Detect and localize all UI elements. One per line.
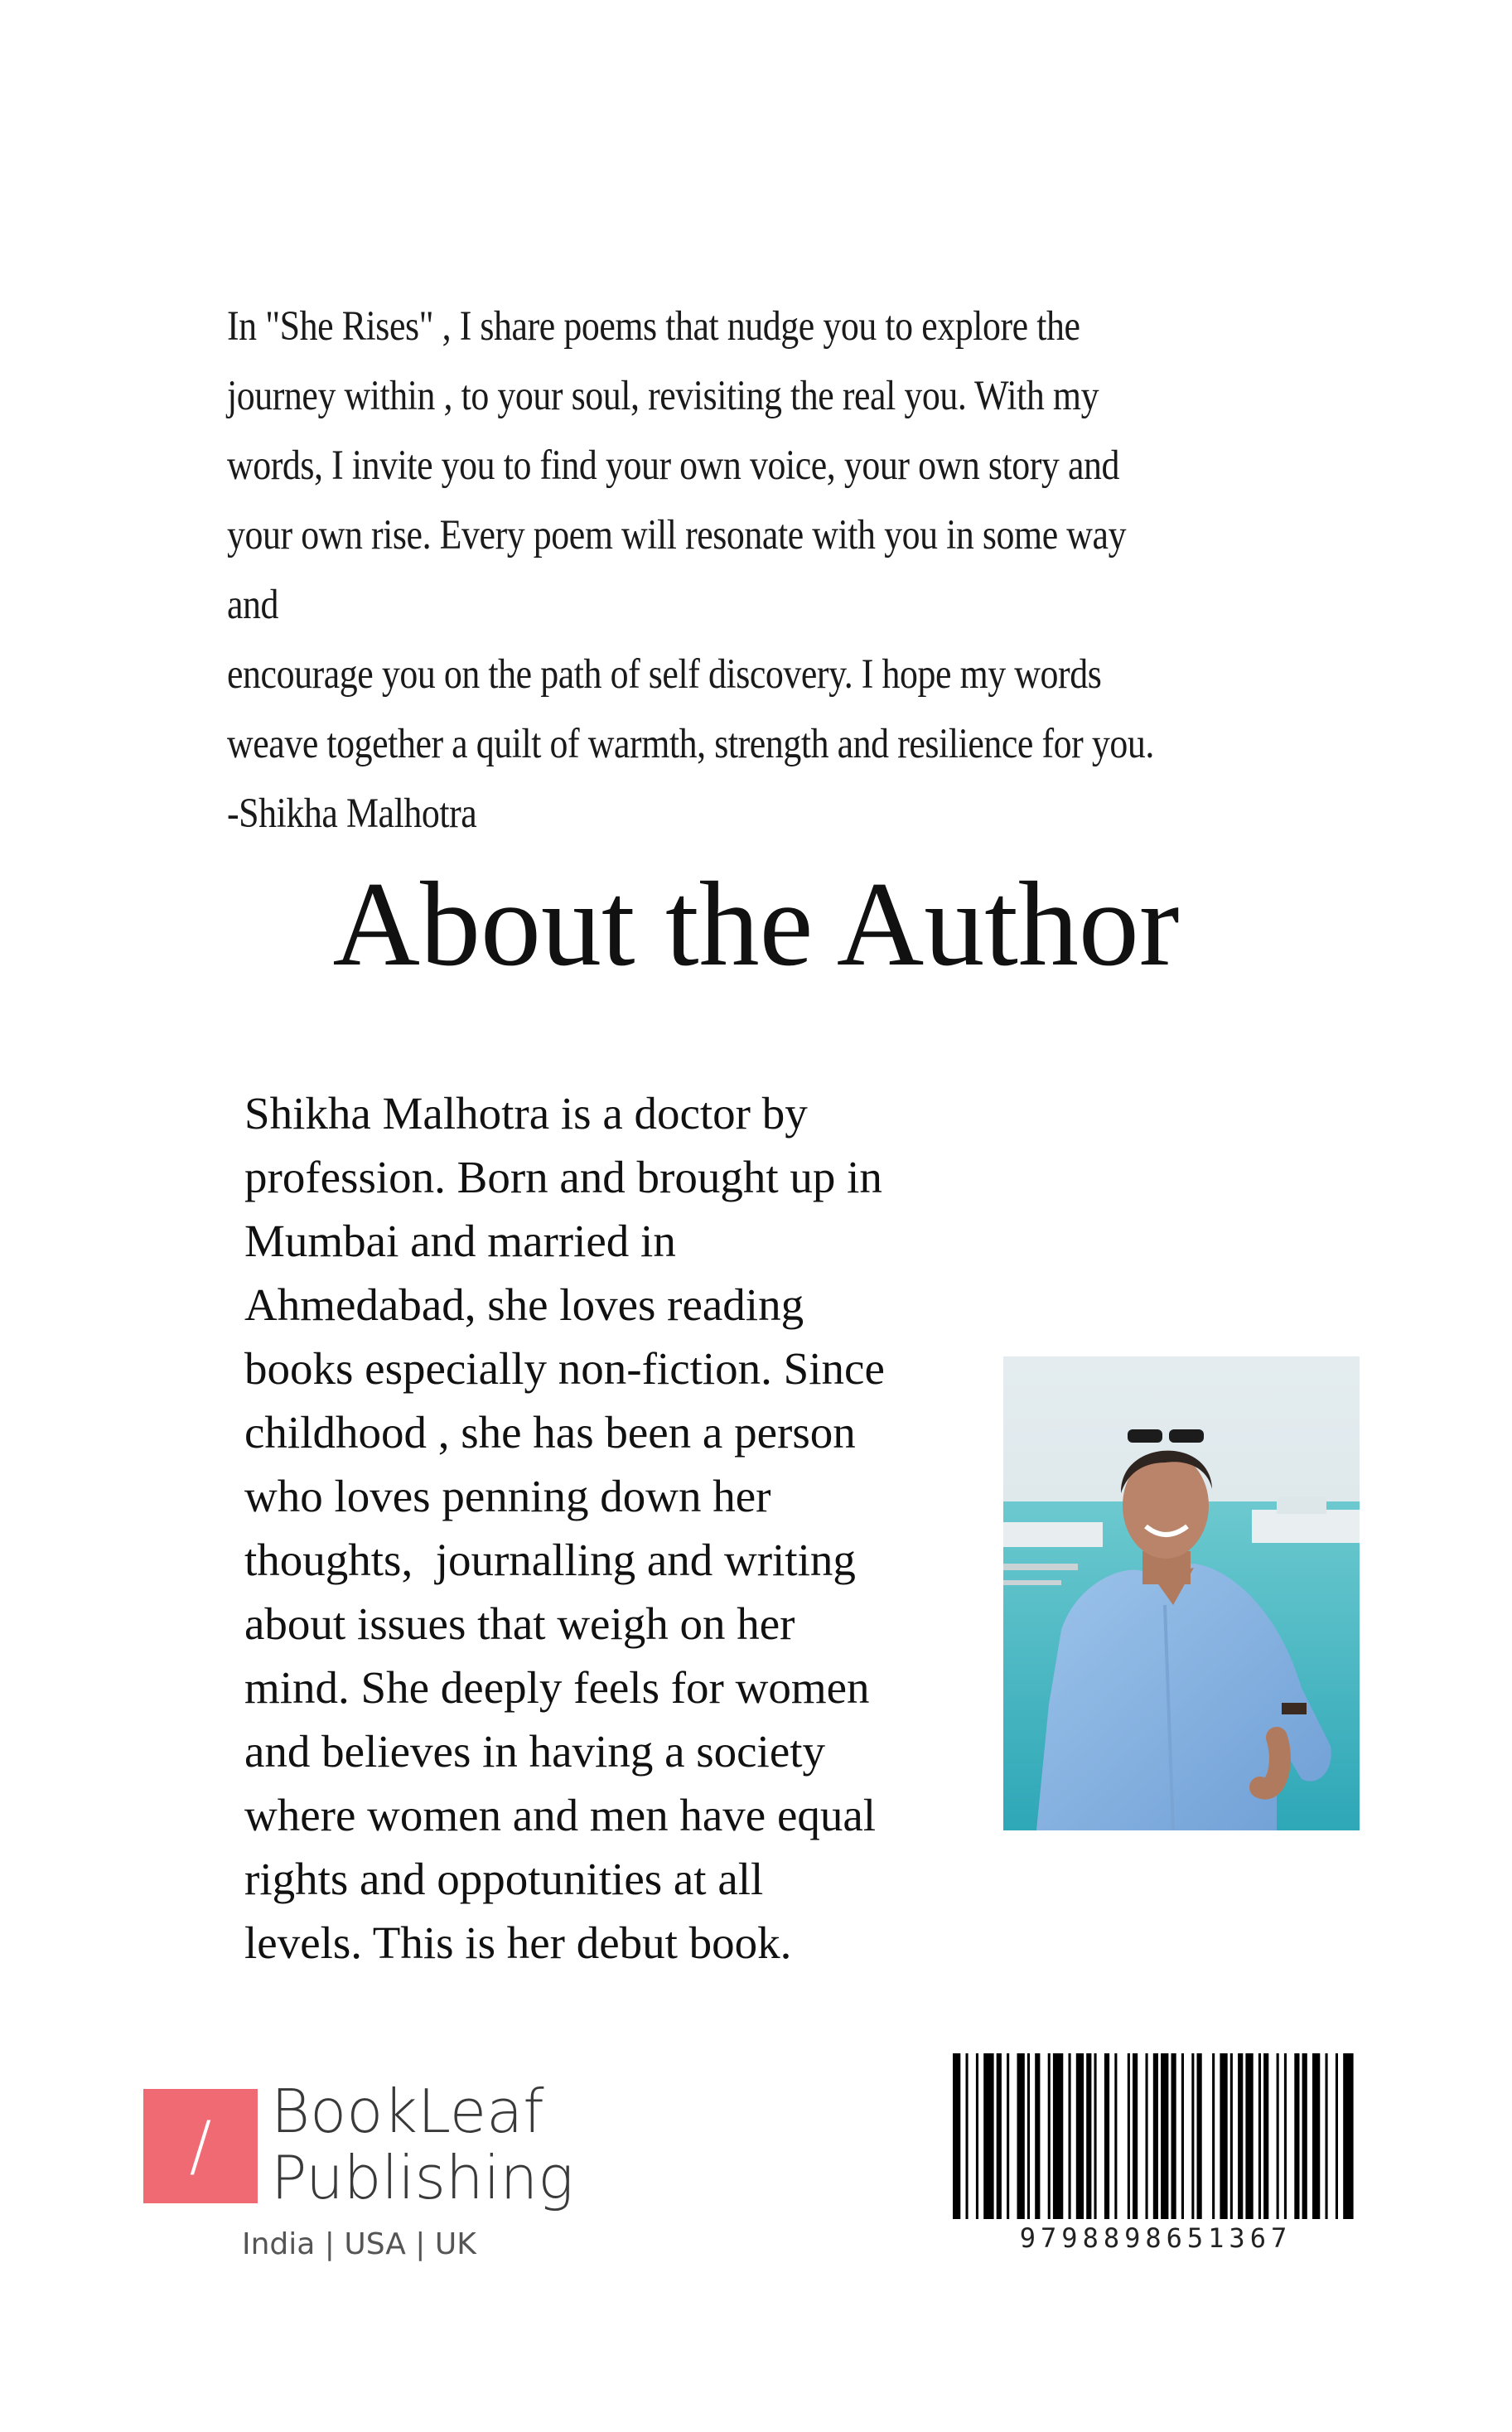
blurb-line: journey within , to your soul, revisiting the real you. With my [227, 373, 1099, 419]
barcode-bar [1128, 2053, 1130, 2219]
publisher-regions: India | USA | UK [242, 2227, 476, 2261]
barcode-bar [1294, 2053, 1299, 2219]
barcode-bar [997, 2053, 1002, 2219]
barcode-bar [1035, 2053, 1040, 2219]
bio-line: mind. She deeply feels for women [244, 1662, 870, 1713]
blurb-line: your own rise. Every poem will resonate with you in some way and [227, 512, 1127, 628]
blurb-line: encourage you on the path of self discovery. I hope my words [227, 651, 1102, 698]
bio-line: and believes in having a society [244, 1726, 826, 1777]
bio-line: levels. This is her debut book. [244, 1917, 792, 1968]
publisher-logo [143, 2089, 258, 2203]
slash-logo-icon: / [189, 2107, 212, 2184]
bio-line: childhood , she has been a person [244, 1407, 856, 1458]
barcode-bar [1007, 2053, 1009, 2219]
bio-line: Mumbai and married in [244, 1216, 676, 1266]
publisher-name [271, 2078, 573, 2211]
barcode-bar [1336, 2053, 1338, 2219]
barcode-bar [1076, 2053, 1084, 2219]
barcode-bar [1017, 2053, 1025, 2219]
barcode-bar [1197, 2053, 1202, 2219]
barcode-bar [1277, 2053, 1279, 2219]
barcode-bar [966, 2053, 969, 2219]
barcode-bar [976, 2053, 978, 2219]
barcode-bar [1171, 2053, 1176, 2219]
barcode-bar [1146, 2053, 1148, 2219]
barcode-bar [1212, 2053, 1215, 2219]
barcode-bar [953, 2053, 960, 2219]
barcode-bar [1220, 2053, 1227, 2219]
isbn-number: 9798898651367 [1019, 2222, 1292, 2254]
barcode-bar [1230, 2053, 1233, 2219]
barcode-bar [1027, 2053, 1030, 2219]
bio-line: where women and men have equal [244, 1790, 877, 1840]
bio-line: Ahmedabad, she loves reading [244, 1279, 804, 1330]
author-bio [244, 1081, 982, 1975]
barcode-bar [1263, 2053, 1268, 2219]
barcode-bar [1181, 2053, 1184, 2219]
barcode-bar [1048, 2053, 1051, 2219]
barcode-bar [1238, 2053, 1243, 2219]
bio-line: thoughts, journalling and writing [244, 1535, 856, 1585]
barcode-bar [1258, 2053, 1261, 2219]
barcode-bar [1343, 2053, 1353, 2219]
book-blurb [227, 292, 1181, 849]
barcode-bar [1161, 2053, 1168, 2219]
barcode-bar [1245, 2053, 1253, 2219]
publisher-name-line1: BookLeaf [271, 2077, 544, 2146]
bio-line: rights and oppotunities at all [244, 1854, 764, 1904]
barcode-bar [1104, 2053, 1109, 2219]
bio-line: Shikha Malhotra is a doctor by [244, 1088, 808, 1139]
bio-line: who loves penning down her [244, 1471, 771, 1521]
publisher-name-line2: Publishing [271, 2143, 574, 2212]
barcode-bar [1086, 2053, 1091, 2219]
barcode-bar [1053, 2053, 1063, 2219]
blurb-signature: -Shikha Malhotra [227, 791, 477, 837]
bio-line: about issues that weigh on her [244, 1598, 795, 1649]
bio-line: profession. Born and brought up in [244, 1152, 882, 1202]
blurb-line: words, I invite you to find your own voice, your own story and [227, 442, 1120, 489]
bio-line: books especially non-fiction. Since [244, 1343, 885, 1394]
barcode-bar [1069, 2053, 1071, 2219]
author-photo [1003, 1356, 1360, 1830]
barcode-bar [1302, 2053, 1307, 2219]
barcode-bar [1284, 2053, 1287, 2219]
barcode-bar [1326, 2053, 1328, 2219]
about-author-heading: About the Author [332, 857, 1180, 991]
barcode-bar [1094, 2053, 1097, 2219]
barcode-bar [1114, 2053, 1117, 2219]
blurb-line: weave together a quilt of warmth, strength and resilience for you. [227, 721, 1154, 767]
barcode-bar [1191, 2053, 1194, 2219]
barcode-bar [1312, 2053, 1320, 2219]
barcode-bar [983, 2053, 993, 2219]
blurb-line: In "She Rises" , I share poems that nudge you to explore the [227, 303, 1080, 350]
barcode-bar [1133, 2053, 1138, 2219]
barcode [953, 2053, 1359, 2219]
barcode-bar [1153, 2053, 1158, 2219]
